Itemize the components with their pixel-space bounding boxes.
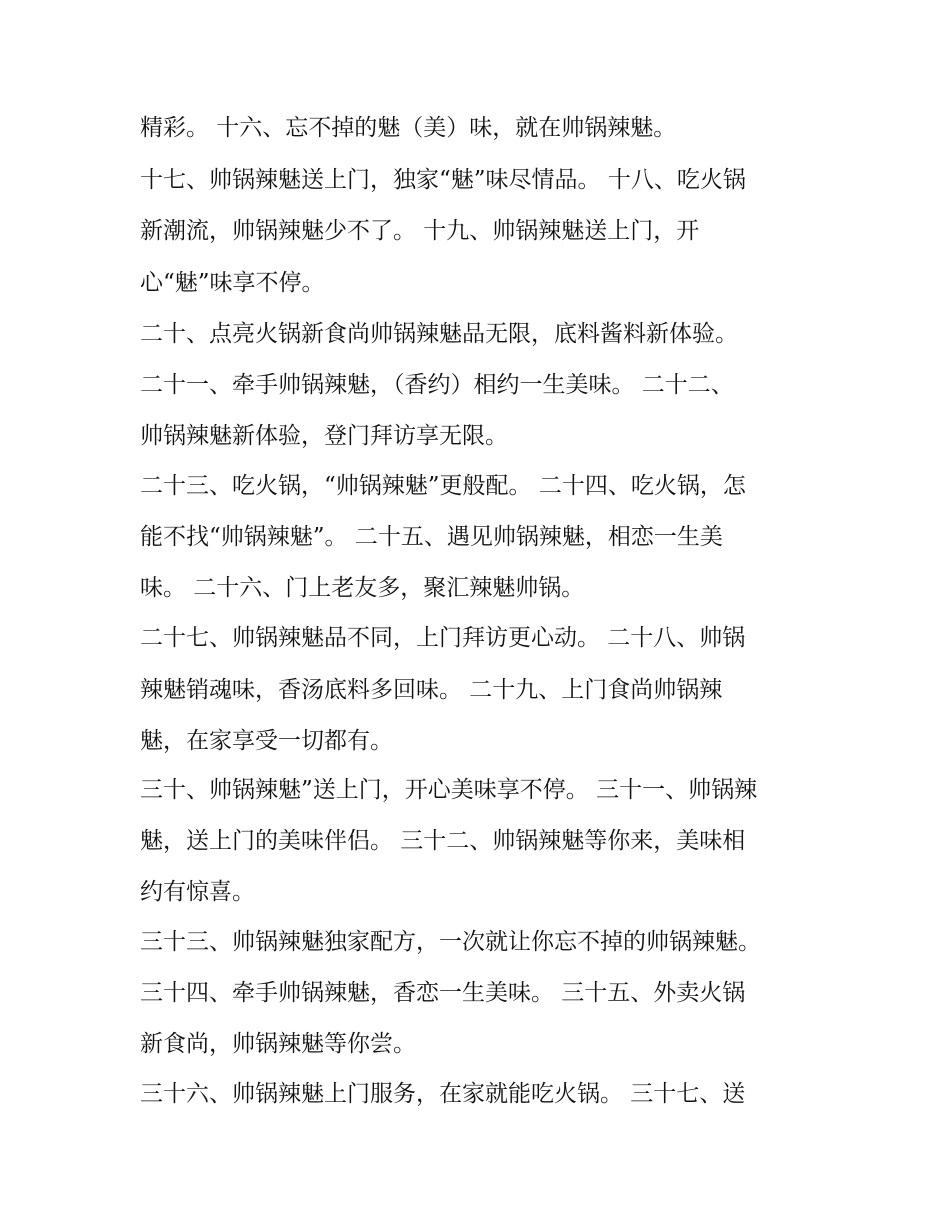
text-line: 三十六、帅锅辣魅上门服务，在家就能吃火锅。 三十七、送 — [140, 1081, 746, 1107]
text-line: 帅锅辣魅新体验，登门拜访享无限。 — [140, 423, 508, 449]
text-line: 魅，在家享受一切都有。 — [140, 728, 393, 754]
text-line: 辣魅销魂味，香汤底料多回味。 二十九、上门食尚帅锅辣 — [140, 677, 723, 703]
text-line: 二十三、吃火锅，“帅锅辣魅”更般配。 二十四、吃火锅，怎 — [140, 473, 746, 499]
text-line: 三十、帅锅辣魅”送上门，开心美味享不停。 三十一、帅锅辣 — [140, 777, 758, 803]
text-line: 能不找“帅锅辣魅”。 二十五、遇见帅锅辣魅，相恋一生美 — [140, 524, 723, 550]
text-line: 二十七、帅锅辣魅品不同，上门拜访更心动。 二十八、帅锅 — [140, 625, 746, 651]
text-line: 二十、点亮火锅新食尚帅锅辣魅品无限，底料酱料新体验。 — [140, 321, 738, 347]
text-line: 十七、帅锅辣魅送上门，独家“魅”味尽情品。 十八、吃火锅 — [140, 167, 746, 193]
text-line: 三十四、牵手帅锅辣魅，香恋一生美味。 三十五、外卖火锅 — [140, 980, 746, 1006]
text-line: 魅，送上门的美味伴侣。 三十二、帅锅辣魅等你来，美味相 — [140, 828, 746, 854]
text-line: 心“魅”味享不停。 — [140, 270, 325, 296]
text-line: 二十一、牵手帅锅辣魅，（香约）相约一生美味。 二十二、 — [140, 372, 734, 398]
text-line: 三十三、帅锅辣魅独家配方，一次就让你忘不掉的帅锅辣魅。 — [140, 929, 761, 955]
text-line: 新潮流，帅锅辣魅少不了。 十九、帅锅辣魅送上门，开 — [140, 218, 700, 244]
text-line: 精彩。 十六、忘不掉的魅（美）味，就在帅锅辣魅。 — [140, 115, 677, 141]
text-line: 味。 二十六、门上老友多，聚汇辣魅帅锅。 — [140, 575, 585, 601]
text-line: 约有惊喜。 — [140, 879, 255, 905]
text-line: 新食尚，帅锅辣魅等你尝。 — [140, 1031, 416, 1057]
